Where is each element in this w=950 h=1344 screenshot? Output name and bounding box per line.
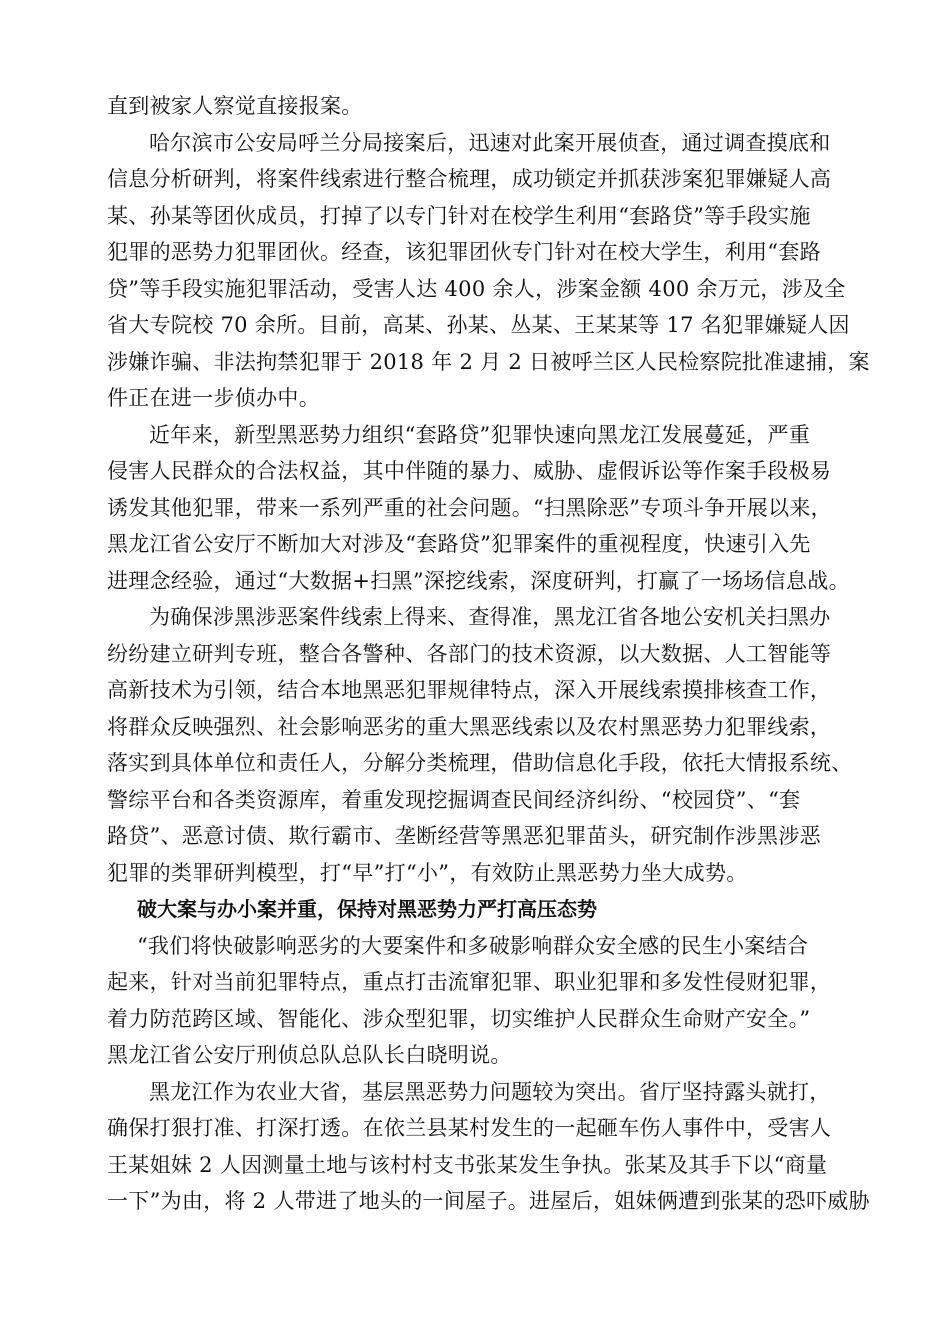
text-line: 信息分析研判，将案件线索进行整合梳理，成功锁定并抓获涉案犯罪嫌疑人高	[107, 167, 832, 191]
text-line: 近年来，新型黑恶势力组织“套路贷”犯罪快速向黑龙江发展蔓延，严重	[149, 422, 811, 447]
text-line: 进理念经验，通过“大数据+扫黑”深挖线索，深度研判，打赢了一场场信息战。	[107, 568, 850, 593]
text-line: 黑龙江省公安厅不断加大对涉及“套路贷”犯罪案件的重视程度，快速引入先	[107, 532, 811, 556]
text-line: 王某姐妹 2 人因测量土地与该村村支书张某发生争执。张某及其手下以“商量	[107, 1152, 828, 1177]
text-line: 黑龙江省公安厅刑侦总队总队长白晓明说。	[107, 1043, 512, 1067]
text-line: 路贷”、恶意讨债、欺行霸市、垄断经营等黑恶犯罪苗头，研究制作涉黑涉恶	[107, 824, 821, 848]
text-line: 黑龙江作为农业大省，基层黑恶势力问题较为突出。省厅坚持露头就打，	[149, 1079, 831, 1104]
text-line: 犯罪的类罪研判模型，打“早”打“小”，有效防止黑恶势力坐大成势。	[107, 860, 748, 885]
document-body	[107, 88, 870, 1220]
text-line: 为确保涉黑涉恶案件线索上得来、查得准，黑龙江省各地公安机关扫黑办	[149, 605, 831, 629]
text-line: 着力防范跨区域、智能化、涉众型犯罪，切实维护人民群众生命财产安全。”	[107, 1006, 811, 1031]
text-line: 贷”等手段实施犯罪活动，受害人达 400 余人，涉案金额 400 余万元，涉及全	[107, 276, 846, 301]
text-line: 涉嫌诈骗、非法拘禁犯罪于 2018 年 2 月 2 日被呼兰区人民检察院批准逮捕，案	[107, 349, 870, 374]
text-line: 某、孙某等团伙成员，打掉了以专门针对在校学生利用“套路贷”等手段实施	[107, 203, 811, 228]
text-line: “我们将快破影响恶劣的大要案件和多破影响群众安全感的民生小案结合	[137, 933, 809, 958]
text-line: 诱发其他犯罪，带来一系列严重的社会问题。“扫黑除恶”专项斗争开展以来，	[107, 495, 832, 520]
text-line: 将群众反映强烈、社会影响恶劣的重大黑恶线索以及农村黑恶势力犯罪线索，	[107, 714, 832, 739]
text-line: 省大专院校 70 余所。目前，高某、孙某、丛某、王某某等 17 名犯罪嫌疑人因	[107, 313, 850, 337]
text-line: 落实到具体单位和责任人，分解分类梳理，借助信息化手段，依托大情报系统、	[107, 751, 853, 775]
text-line: 一下”为由，将 2 人带进了地头的一间屋子。进屋后，姐妹俩遭到张某的恐吓威胁	[107, 1189, 870, 1213]
text-line: 犯罪的恶势力犯罪团伙。经查，该犯罪团伙专门针对在校大学生，利用“套路	[107, 240, 821, 264]
text-line: 警综平台和各类资源库，着重发现挖掘调查民间经济纠纷、“校园贷”、“套	[107, 787, 801, 812]
text-line: 起来，针对当前犯罪特点，重点打击流窜犯罪、职业犯罪和多发性侵财犯罪，	[107, 970, 832, 994]
text-line: 件正在进一步侦办中。	[107, 386, 320, 410]
text-line: 确保打狠打准、打深打透。在依兰县某村发生的一起砸车伤人事件中，受害人	[107, 1116, 832, 1140]
text-line: 哈尔滨市公安局呼兰分局接案后，迅速对此案开展侦查，通过调查摸底和	[149, 130, 831, 155]
text-line: 纷纷建立研判专班，整合各警种、各部门的技术资源，以大数据、人工智能等	[107, 641, 832, 666]
text-line: 高新技术为引领，结合本地黑恶犯罪规律特点，深入开展线索摸排核查工作，	[107, 678, 832, 702]
text-line: 侵害人民群众的合法权益，其中伴随的暴力、威胁、虚假诉讼等作案手段极易	[107, 459, 832, 483]
section-heading: 破大案与办小案并重，保持对黑恶势力严打高压态势	[137, 897, 597, 921]
text-line: 直到被家人察觉直接报案。	[107, 94, 363, 118]
